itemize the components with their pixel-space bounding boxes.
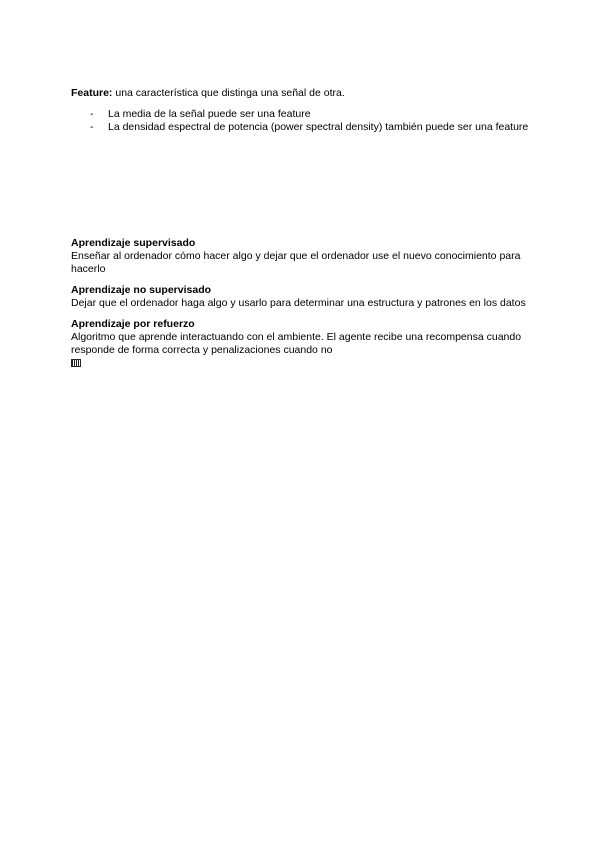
section-body: Algoritmo que aprende interactuando con el ambiente. El agente recibe una recompensa cuando responde de forma correcta y penalizaciones cuando no <box>71 331 522 356</box>
feature-term: Feature: <box>71 87 113 99</box>
bullet-dash: - <box>90 108 94 120</box>
section-title: Aprendizaje no supervisado <box>71 284 212 296</box>
list-item-text: La media de la señal puede ser una feature <box>108 108 311 120</box>
section-body: Dejar que el ordenador haga algo y usarlo para determinar una estructura y patrones en los datos <box>71 297 526 309</box>
section-reinforcement <box>71 318 531 371</box>
section-title: Aprendizaje supervisado <box>71 237 196 249</box>
learning-types <box>71 237 531 371</box>
feature-definition-text: una característica que distinga una señal de otra. <box>112 87 345 99</box>
list-item-text: La densidad espectral de potencia (power spectral density) también puede ser una feature <box>108 121 529 133</box>
list-item <box>71 108 531 121</box>
feature-definition <box>71 87 531 100</box>
section-supervised <box>71 237 531 276</box>
list-item <box>71 121 531 134</box>
feature-block <box>71 87 531 134</box>
feature-examples-list <box>71 108 531 134</box>
section-body: Enseñar al ordenador cómo hacer algo y dejar que el ordenador use el nuevo conocimiento para hacerlo <box>71 250 521 275</box>
bullet-dash: - <box>90 121 94 133</box>
section-title: Aprendizaje por refuerzo <box>71 318 195 330</box>
section-unsupervised <box>71 284 531 310</box>
unknown-character-icon <box>71 359 81 367</box>
